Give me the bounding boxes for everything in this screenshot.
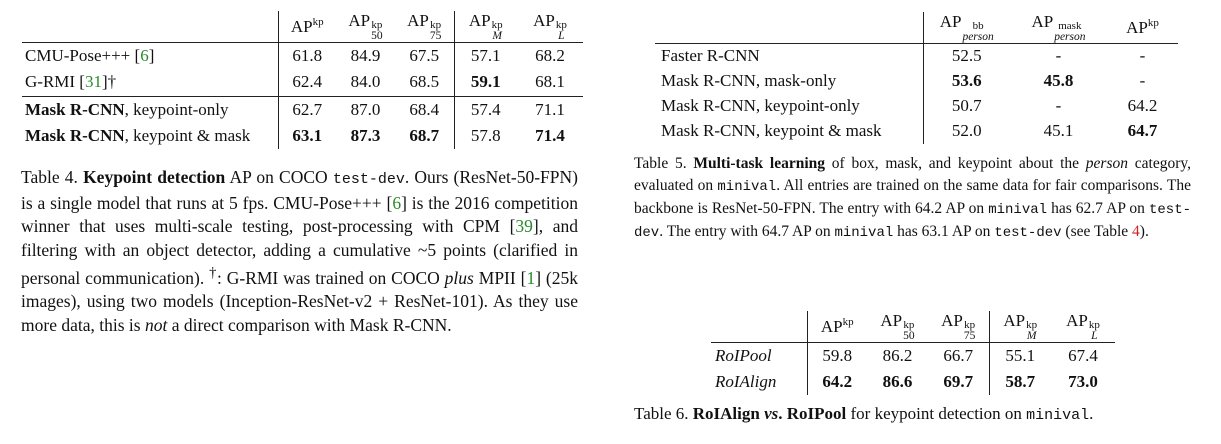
table-6-col-header: AP kp L [1066, 311, 1100, 342]
cell: 64.7 [1127, 121, 1158, 140]
row-label: Mask R-CNN, mask-only [661, 71, 837, 90]
cell: 52.0 [923, 119, 1010, 144]
cell: 86.2 [882, 346, 913, 366]
table-6-col-header: $AP^{kp}$ [807, 311, 867, 343]
table-6-col-header: AP kp 75 [941, 311, 976, 342]
cell: 68.5 [409, 72, 440, 92]
table-4-col-header: $AP^{kp}$ [278, 11, 336, 43]
table-4-col-header: AP kp 75 [407, 11, 442, 42]
table-4-header [22, 11, 583, 43]
table-4-caption: Table 4. Keypoint detection AP on COCO test-dev. Ours (ResNet-50-FPN) is a single model that runs at 5 fps. CMU-Pose+++ [6] is the 2016 competition winner that uses multi-scale testing, post-processing with CPM [39], and filtering with an object detector, adding a cumulative ~5 points (clarified in personal communication). †: G-RMI was trained on COCO plus MPII [1] (25k images), using two models (Inception-ResNet-v2 + ResNet-101). As they use more data, this is not a direct comparison with Mask R-CNN. [21, 167, 578, 335]
table-5-col-header: $AP^{kp}$ [1126, 17, 1159, 37]
cell: 73.0 [1068, 372, 1098, 391]
cell: 86.6 [882, 372, 913, 391]
cell: 52.5 [923, 44, 1010, 69]
cell: 57.1 [454, 43, 517, 69]
cell: 59.8 [807, 343, 867, 370]
table-row [22, 97, 583, 124]
table-6-col-header: AP kp 50 [880, 311, 915, 342]
table-6 [711, 311, 1115, 395]
cell: 61.8 [278, 43, 336, 69]
cell: - [1055, 46, 1062, 66]
cell: 68.4 [409, 100, 440, 120]
cell: 67.4 [1068, 346, 1098, 366]
table-6-header [711, 311, 1115, 343]
cell: 68.2 [535, 45, 565, 65]
cell: - [1139, 46, 1146, 66]
row-label: Mask R-CNN, keypoint-only [661, 96, 860, 115]
table-5-header [655, 12, 1178, 44]
cell: 64.2 [1127, 96, 1158, 115]
table-row [711, 370, 1115, 395]
table-4-col-header: AP kp L [533, 11, 567, 42]
row-label: Faster R-CNN [661, 46, 760, 66]
cell: 45.8 [1043, 71, 1074, 90]
table-4-col-header: AP kp M [454, 11, 517, 43]
cell: 87.3 [350, 126, 381, 145]
cell: 68.7 [409, 126, 440, 145]
cell: 53.6 [923, 69, 1010, 94]
table-6-col-header: AP kp M [989, 311, 1051, 343]
row-label: RoIAlign [715, 372, 777, 391]
table-row [655, 69, 1178, 94]
table-6-caption: Table 6. RoIAlign vs. RoIPool for keypoint detection on minival. [634, 404, 1094, 424]
table-row [655, 94, 1178, 119]
cell: 50.7 [923, 94, 1010, 119]
cell: 45.1 [1043, 121, 1074, 140]
row-label: Mask R-CNN, keypoint-only [25, 100, 229, 120]
cell: 71.4 [535, 126, 565, 145]
cell: 67.5 [409, 45, 440, 65]
cell: 71.1 [535, 100, 565, 120]
cell: 63.1 [278, 124, 336, 149]
row-label: Mask R-CNN, keypoint & mask [25, 126, 251, 145]
table-5-caption: Table 5. Multi-task learning of box, mask, and keypoint about the person category, evaluated on minival. All entries are trained on the same data for fair comparisons. The backbone is ResNet-50-FPN. The entry with 64.2 AP on minival has 62.7 AP on test-dev. The entry with 64.7 AP on minival has 63.1 AP on test-dev (see Table 4). [634, 155, 1191, 241]
cell: 57.8 [454, 124, 517, 149]
cell: 59.1 [454, 69, 517, 97]
row-label: Mask R-CNN, keypoint & mask [661, 121, 882, 140]
row-label: G-RMI [31]† [25, 72, 117, 92]
row-label: RoIPool [715, 346, 772, 366]
cell: 66.7 [943, 346, 974, 366]
table-4-col-header: AP kp 50 [348, 11, 383, 42]
cell: 69.7 [943, 372, 974, 391]
table-4-corner [22, 11, 278, 43]
row-label: CMU-Pose+++ [6] [25, 45, 155, 65]
table-5 [655, 12, 1178, 144]
table-row [22, 69, 583, 97]
table-row [711, 343, 1115, 370]
table-row [22, 124, 583, 149]
table-row [22, 43, 583, 69]
table-4 [22, 11, 583, 149]
table-6-corner [711, 311, 807, 343]
cell: 68.1 [535, 72, 565, 92]
table-5-col-header: AP bb person [923, 12, 1010, 44]
cell: 64.2 [807, 370, 867, 395]
cell: 84.9 [350, 45, 381, 65]
cell: - [1139, 71, 1146, 90]
table-5-col-header: AP mask person [1031, 12, 1086, 43]
cell: 62.7 [278, 97, 336, 124]
table-5-corner [655, 12, 923, 44]
table-row [655, 44, 1178, 69]
cell: - [1055, 96, 1062, 115]
cell: 55.1 [989, 343, 1051, 370]
cell: 58.7 [989, 370, 1051, 395]
cell: 87.0 [350, 100, 381, 120]
cell: 57.4 [454, 97, 517, 124]
table-row [655, 119, 1178, 144]
cell: 62.4 [278, 69, 336, 97]
cell: 84.0 [350, 72, 381, 92]
